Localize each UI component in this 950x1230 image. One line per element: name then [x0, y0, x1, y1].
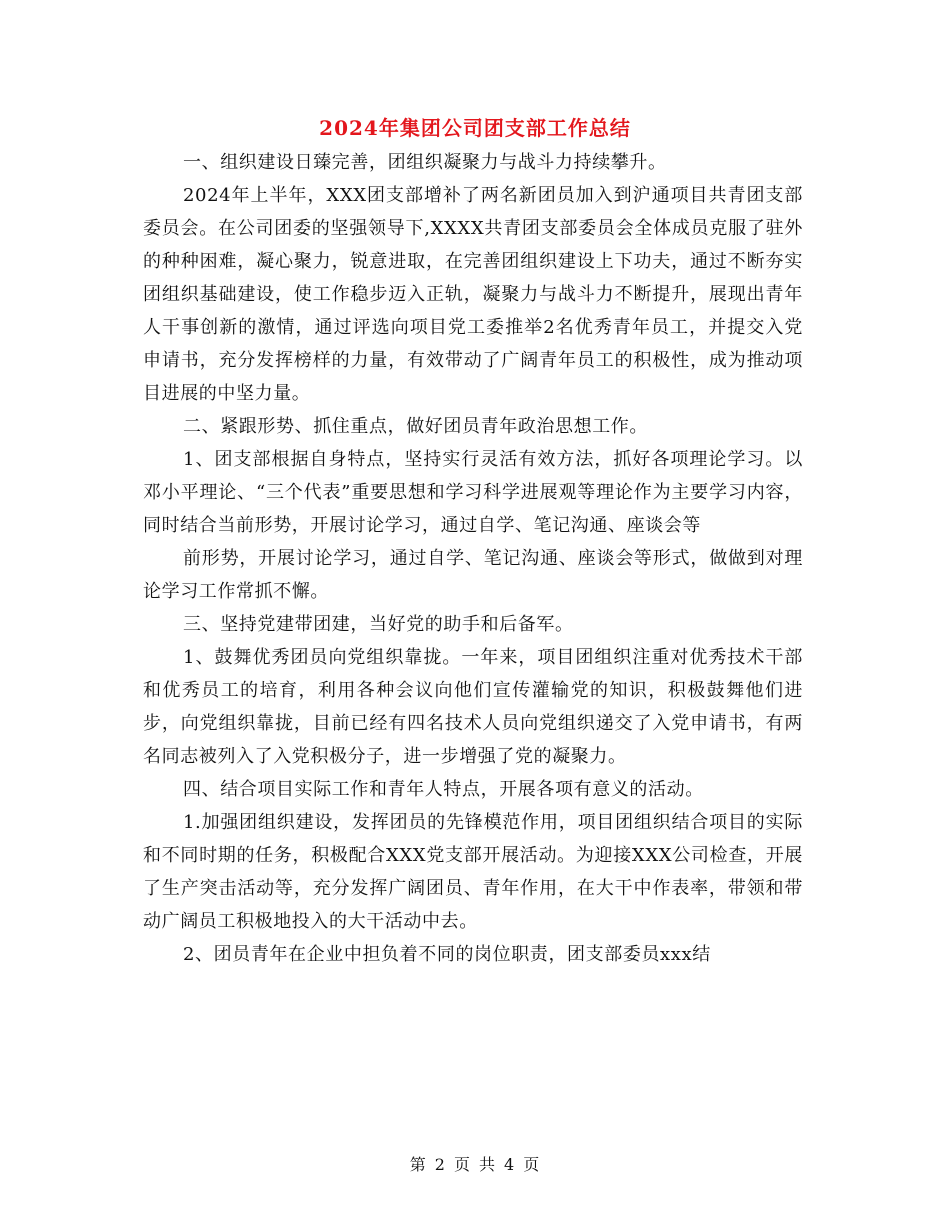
body-paragraph: 1、鼓舞优秀团员向党组织靠拢。一年来，项目团组织注重对优秀技术干部和优秀员工的培育，利用各种会议向他们宣传灌输党的知识，积极鼓舞他们进步，向党组织靠拢，目前已经有四名技术人员向党组织递交了入党申请书，有两名同志被列入了入党积极分子，进一步增强了党的凝聚力。 [143, 647, 803, 767]
section-heading-2: 二、紧跟形势、抓住重点，做好团员青年政治思想工作。 [183, 416, 648, 437]
body-paragraph: 1、团支部根据自身特点，坚持实行灵活有效方法，抓好各项理论学习。以邓小平理论、“三个代表”重要思想和学习科学进展观等理论作为主要学习内容，同时结合当前形势，开展讨论学习，通过自学、笔记沟通、座谈会等 [143, 449, 803, 536]
body-paragraph: 前形势，开展讨论学习，通过自学、笔记沟通、座谈会等形式，做做到对理论学习工作常抓不懈。 [143, 548, 803, 602]
body-paragraph: 2、团员青年在企业中担负着不同的岗位职责，团支部委员xxx结 [183, 944, 711, 965]
document-body [143, 146, 803, 971]
page-unit-label: 页 [453, 1155, 471, 1174]
page-footer [0, 1152, 950, 1175]
total-label: 共 [479, 1155, 497, 1174]
section-heading-4: 四、结合项目实际工作和青年人特点，开展各项有意义的活动。 [183, 779, 704, 800]
total-unit-label: 页 [523, 1155, 541, 1174]
body-paragraph: 1.加强团组织建设，发挥团员的先锋模范作用，项目团组织结合项目的实际和不同时期的任务，积极配合XXX党支部开展活动。为迎接XXX公司检查，开展了生产突击活动等，充分发挥广阔团员、青年作用，在大干中作表率，带领和带动广阔员工积极地投入的大干活动中去。 [143, 812, 803, 932]
page-label: 第 [409, 1155, 427, 1174]
document-title: 2024年集团公司团支部工作总结 [319, 116, 631, 140]
current-page-number: 2 [434, 1155, 446, 1174]
section-heading-1: 一、组织建设日臻完善，团组织凝聚力与战斗力持续攀升。 [183, 152, 667, 173]
body-paragraph: 2024年上半年，XXX团支部增补了两名新团员加入到沪通项目共青团支部委员会。在公司团委的坚强领导下,XXXX共青团支部委员会全体成员克服了驻外的种种困难，凝心聚力，锐意进取，在完善团组织建设上下功夫，通过不断夯实团组织基础建设，使工作稳步迈入正轨，凝聚力与战斗力不断提升，展现出青年人干事创新的激情，通过评选向项目党工委推举2名优秀青年员工，并提交入党申请书，充分发挥榜样的力量，有效带动了广阔青年员工的积极性，成为推动项目进展的中坚力量。 [143, 185, 803, 404]
section-heading-3: 三、坚持党建带团建，当好党的助手和后备军。 [183, 614, 574, 635]
total-pages-number: 4 [504, 1155, 516, 1174]
